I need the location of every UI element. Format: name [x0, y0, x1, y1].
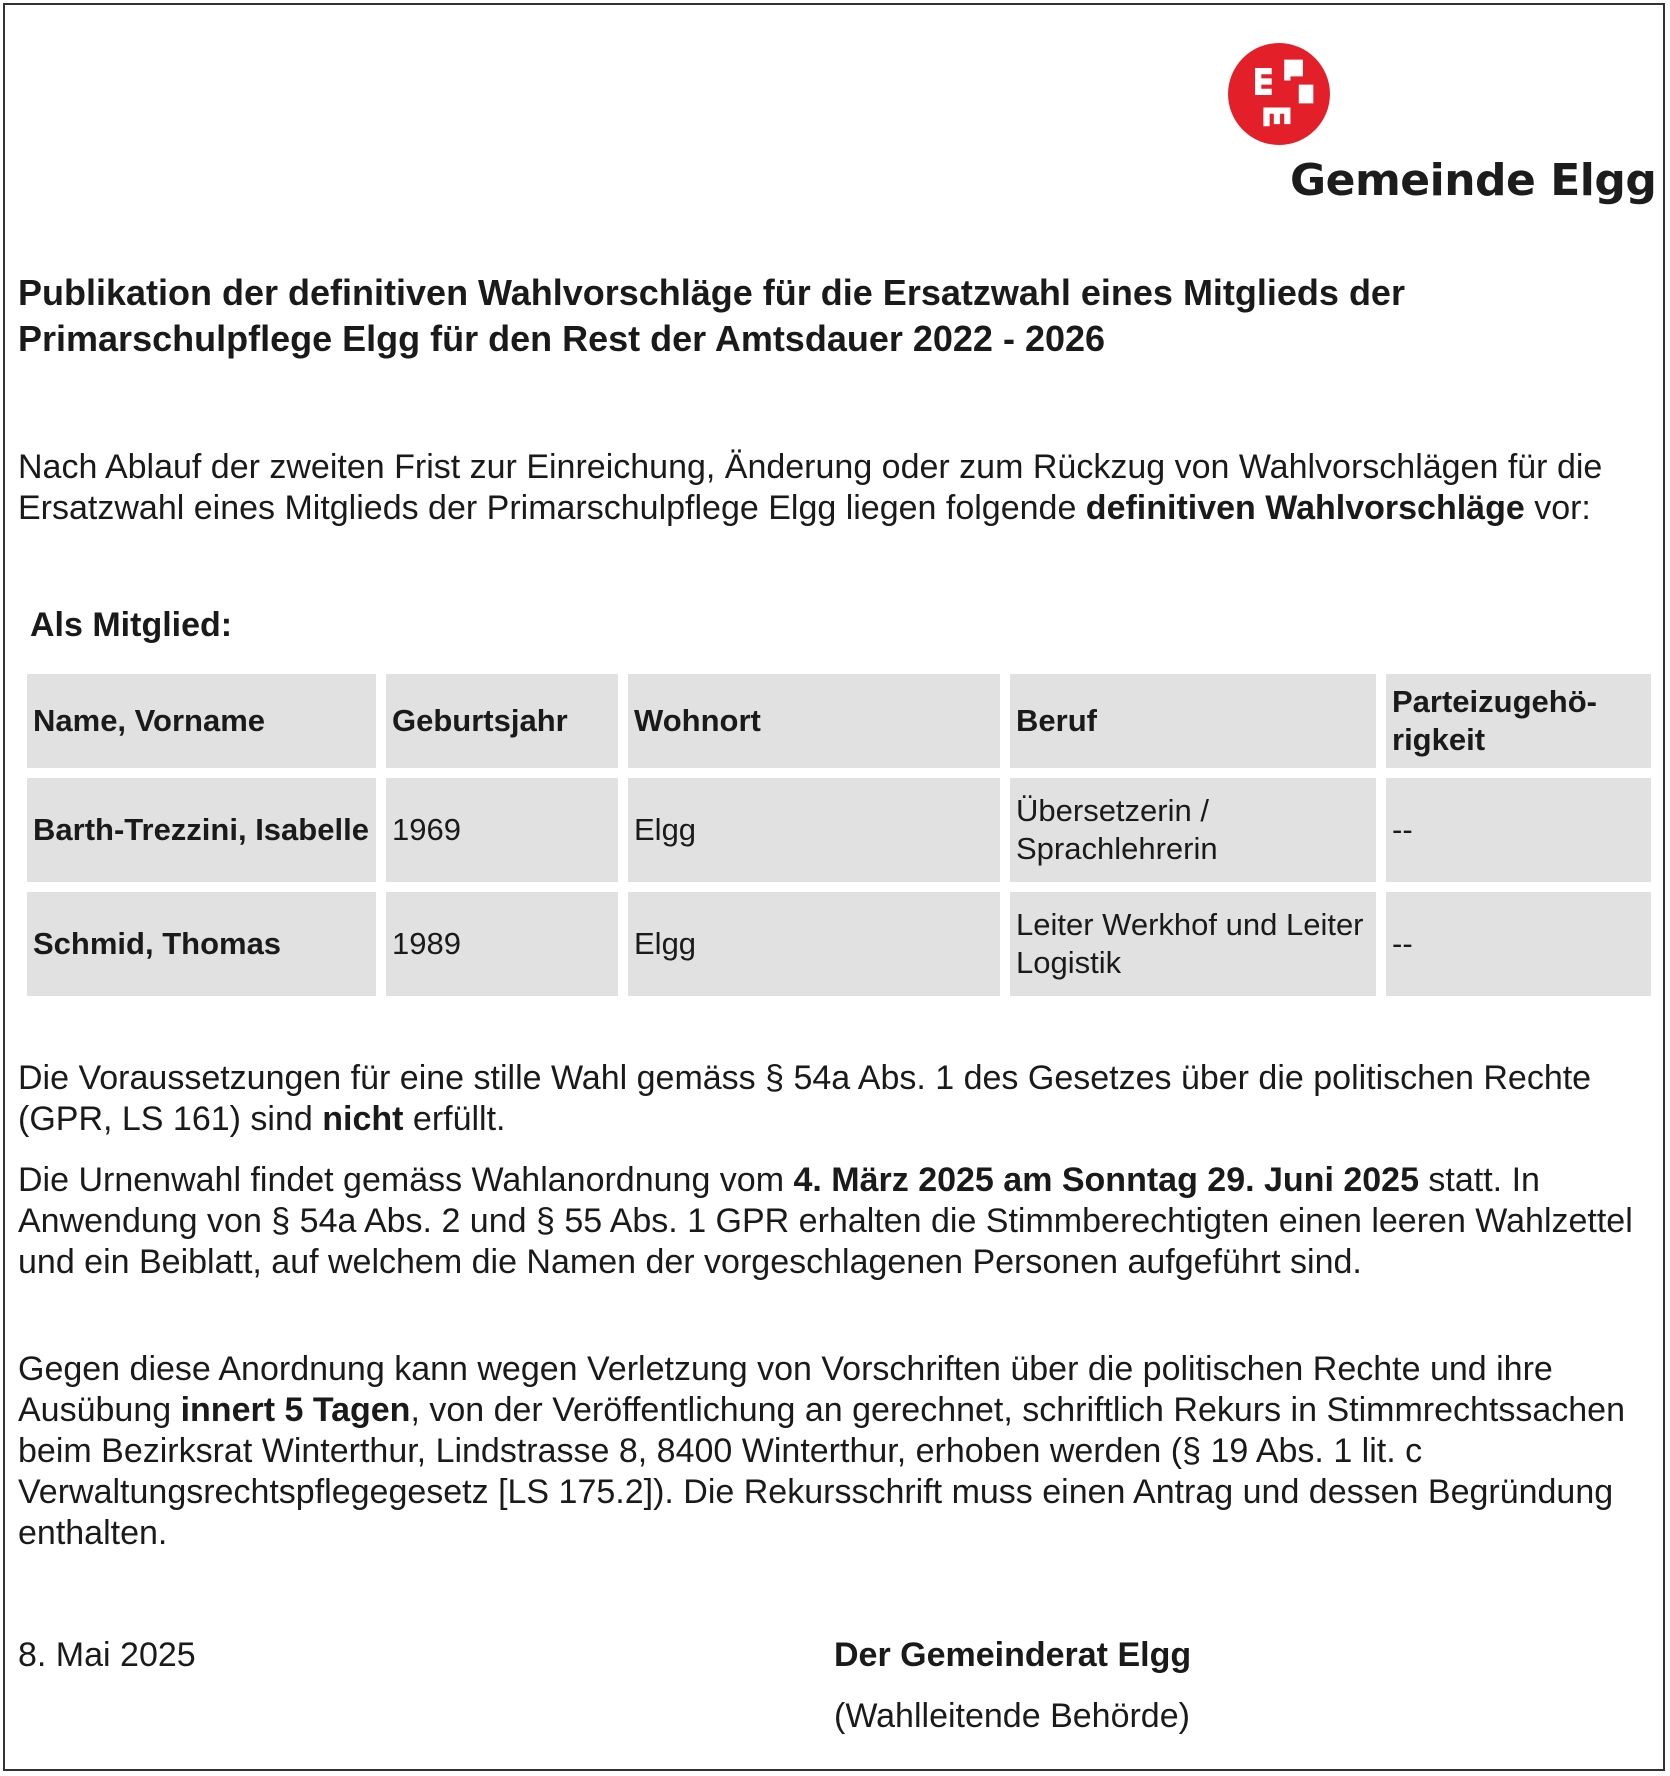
- signatory: Der Gemeinderat Elgg: [834, 1636, 1192, 1674]
- silent-election-paragraph: Die Voraussetzungen für eine stille Wahl gemäss § 54a Abs. 1 des Gesetzes über die politischen Rechte (GPR, LS 161) sind nicht erfüllt.: [18, 1059, 1592, 1138]
- cell-party: --: [1386, 892, 1651, 996]
- cell-profession: Leiter Werkhof und Leiter Logistik: [1010, 892, 1376, 996]
- municipality-name: Gemeinde Elgg: [1290, 155, 1657, 206]
- header-birth-year: Geburtsjahr: [386, 674, 618, 768]
- header-party: Parteizugehö-rigkeit: [1386, 674, 1651, 768]
- silent-election-bold: nicht: [322, 1100, 404, 1138]
- intro-paragraph: Nach Ablauf der zweiten Frist zur Einreichung, Änderung oder zum Rückzug von Wahlvorschlägen für die Ersatzwahl eines Mitglieds der Primarschulpflege Elgg liegen folgende definitiven Wahlvorschläge vor:: [18, 448, 1603, 527]
- header-name: Name, Vorname: [27, 674, 376, 768]
- intro-bold: definitiven Wahlvorschläge: [1085, 489, 1525, 527]
- appeal-deadline-bold: innert 5 Tagen: [180, 1391, 411, 1429]
- cell-residence: Elgg: [628, 892, 1000, 996]
- cell-residence: Elgg: [628, 778, 1000, 882]
- table-row: [27, 892, 1651, 996]
- signatory-subtitle: (Wahlleitende Behörde): [834, 1697, 1190, 1735]
- elgg-coat-of-arms-logo: [1227, 42, 1331, 146]
- table-header-row: [27, 674, 1651, 768]
- publication-date: 8. Mai 2025: [18, 1636, 196, 1674]
- cell-birth-year: 1989: [386, 892, 618, 996]
- ballot-paragraph: Die Urnenwahl findet gemäss Wahlanordnung vom 4. März 2025 am Sonntag 29. Juni 2025 statt. In Anwendung von § 54a Abs. 2 und § 55 Abs. 1 GPR erhalten die Stimmberechtigten einen leeren Wahlzettel und ein Beiblatt, auf welchem die Namen der vorgeschlagenen Personen aufgeführt sind.: [18, 1161, 1633, 1281]
- cell-name: Barth-Trezzini, Isabelle: [27, 778, 376, 882]
- cell-birth-year: 1969: [386, 778, 618, 882]
- page-title: Publikation der definitiven Wahlvorschläge für die Ersatzwahl eines Mitglieds der Primarschulpflege Elgg für den Rest der Amtsdauer 2022 - 2026: [18, 272, 1405, 359]
- cell-profession: Übersetzerin / Sprachlehrerin: [1010, 778, 1376, 882]
- table-row: [27, 778, 1651, 882]
- ballot-date-bold: 4. März 2025 am Sonntag 29. Juni 2025: [793, 1161, 1419, 1199]
- candidates-table: [17, 664, 1661, 1006]
- header-profession: Beruf: [1010, 674, 1376, 768]
- header-residence: Wohnort: [628, 674, 1000, 768]
- section-label: Als Mitglied:: [30, 606, 233, 644]
- cell-party: --: [1386, 778, 1651, 882]
- cell-name: Schmid, Thomas: [27, 892, 376, 996]
- appeal-paragraph: Gegen diese Anordnung kann wegen Verletzung von Vorschriften über die politischen Rechte und ihre Ausübung innert 5 Tagen, von der Veröffentlichung an gerechnet, schriftlich Rekurs in Stimmrechtssachen beim Bezirksrat Winterthur, Lindstrasse 8, 8400 Winterthur, erhoben werden (§ 19 Abs. 1 lit. c Verwaltungsrechtspflegegesetz [LS 175.2]). Die Rekursschrift muss einen Antrag und dessen Begründung enthalten.: [18, 1350, 1625, 1552]
